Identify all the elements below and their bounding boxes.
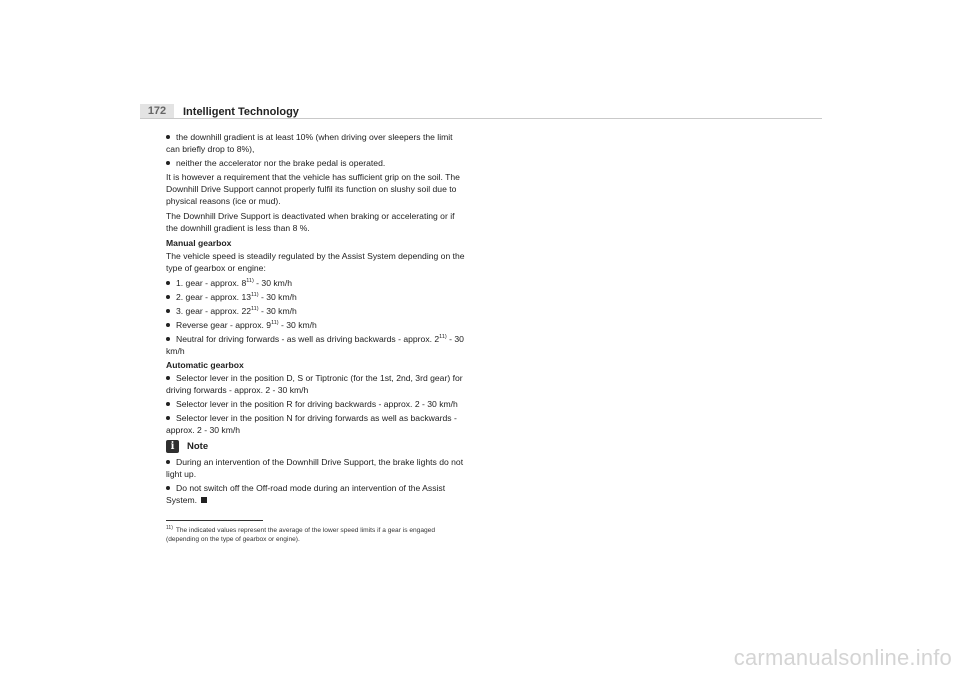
list-item: Selector lever in the position D, S or Tiptronic (for the 1st, 2nd, 3rd gear) for driving forwards - approx. 2 - 30 km/h	[166, 373, 463, 395]
list-item: 1. gear - approx. 8$^{11)}$ - 30 km/h	[166, 277, 468, 289]
bullet-icon	[166, 486, 170, 490]
bullet-icon	[166, 309, 170, 313]
list-item: During an intervention of the Downhill Drive Support, the brake lights do not light up.	[166, 457, 464, 479]
footnote-text: The indicated values represent the average of the lower speed limits if a gear is engaged (depending on the type of gearbox or engine).	[166, 527, 436, 543]
bullet-icon	[166, 281, 170, 285]
list-item: 2. gear - approx. 13$^{11)}$ - 30 km/h	[166, 291, 468, 303]
footnote	[166, 524, 468, 544]
paragraph-deactivation: The Downhill Drive Support is deactivated when braking or accelerating or if the downhill gradient is less than 8 %.	[166, 211, 455, 233]
page-header-title: Intelligent Technology	[183, 106, 299, 118]
footnote-mark: 11)	[166, 525, 173, 531]
list-item: neither the accelerator nor the brake pedal is operated.	[166, 157, 468, 169]
section-end-icon	[201, 497, 207, 503]
note-header	[166, 440, 468, 453]
watermark: carmanualsonline.info	[733, 645, 952, 670]
list-item: Selector lever in the position N for driving forwards as well as backwards - approx. 2 - 30 km/h	[166, 413, 457, 435]
list-item: Selector lever in the position R for driving backwards - approx. 2 - 30 km/h	[166, 398, 468, 410]
list-item: Do not switch off the Off-road mode during an intervention of the Assist System.	[166, 483, 446, 505]
bullet-icon	[166, 376, 170, 380]
section-heading-manual: Manual gearbox	[166, 238, 232, 248]
bullet-icon	[166, 416, 170, 420]
section-heading-automatic: Automatic gearbox	[166, 360, 244, 370]
bullet-icon	[166, 337, 170, 341]
bullet-icon	[166, 161, 170, 165]
page-number: 172	[140, 104, 174, 119]
paragraph-manual-intro: The vehicle speed is steadily regulated by the Assist System depending on the type of gearbox or engine:	[166, 251, 465, 273]
bullet-icon	[166, 295, 170, 299]
list-item: 3. gear - approx. 22$^{11)}$ - 30 km/h	[166, 305, 468, 317]
page-content	[166, 131, 468, 508]
list-item: the downhill gradient is at least 10% (when driving over sleepers the limit can briefly drop to 8%),	[166, 132, 453, 154]
note-title: Note	[187, 440, 209, 452]
bullet-icon	[166, 460, 170, 464]
info-icon: i	[166, 440, 179, 453]
footnote-rule	[166, 520, 263, 521]
bullet-icon	[166, 402, 170, 406]
bullet-icon	[166, 135, 170, 139]
list-item: Neutral for driving forwards - as well as driving backwards - approx. 2$^{11)}$ - 30 km/h	[166, 334, 464, 356]
bullet-icon	[166, 323, 170, 327]
paragraph-grip: It is however a requirement that the vehicle has sufficient grip on the soil. The Downhill Drive Support cannot properly fulfil its function on slushy soil due to physical reasons (ice or mud).	[166, 172, 460, 206]
list-item: Reverse gear - approx. 9$^{11)}$ - 30 km/h	[166, 319, 468, 331]
header-rule	[140, 118, 822, 119]
